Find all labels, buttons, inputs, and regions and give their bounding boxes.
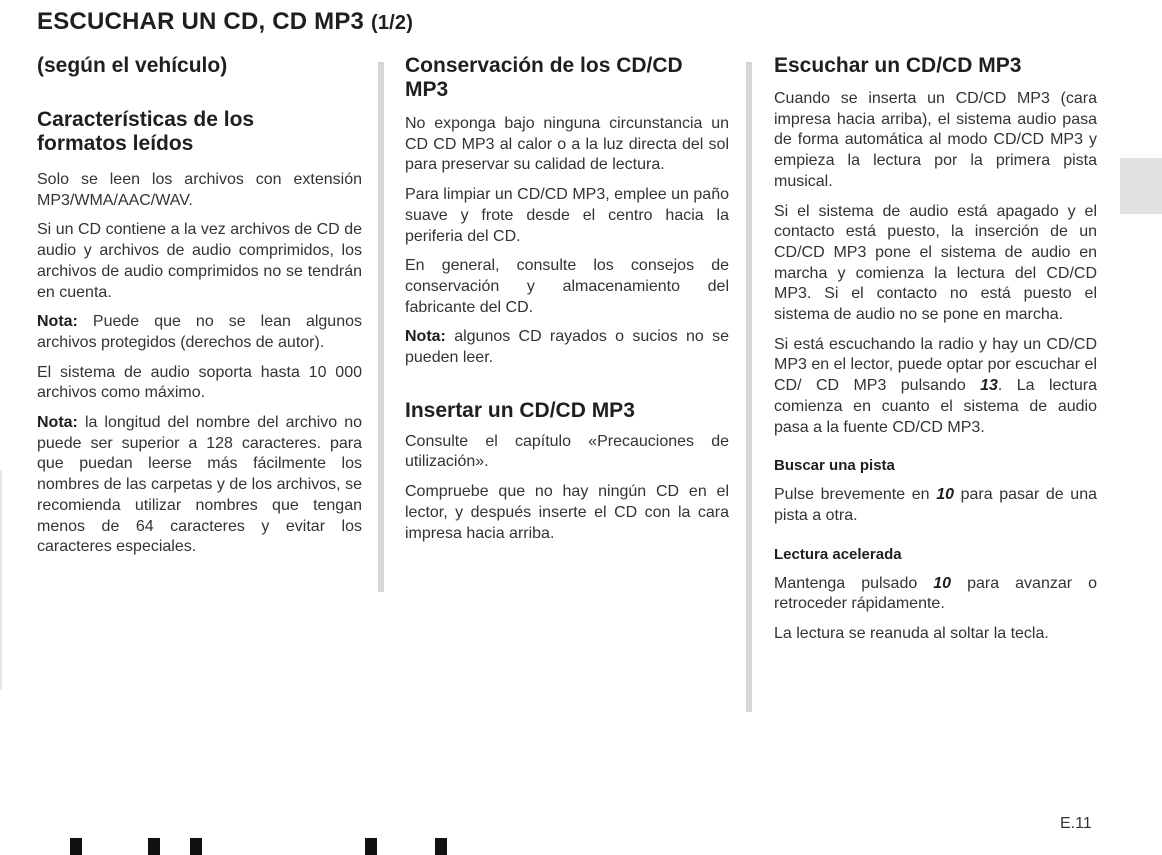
search-track-subheading: Buscar una pista	[774, 457, 895, 475]
column-2	[405, 54, 729, 544]
insert-instructions-paragraph: Compruebe que no hay ningún CD en el lector, y después inserte el CD con la cara impresa hacia arriba.	[405, 483, 729, 542]
thumb-index-tab	[1120, 158, 1162, 214]
listen-cd-heading: Escuchar un CD/CD MP3	[774, 54, 1022, 77]
fast-play-subheading: Lectura acelerada	[774, 545, 902, 563]
manufacturer-advice-paragraph: En general, consulte los consejos de conservación y almacenamiento del fabricante del CD.	[405, 257, 729, 316]
page-title	[37, 8, 413, 36]
note-protected-files	[37, 312, 362, 353]
key-number-13: 13	[980, 377, 998, 395]
vehicle-note-heading: (según el vehículo)	[37, 54, 228, 77]
note-label: Nota:	[37, 313, 78, 331]
title-main: ESCUCHAR UN CD, CD MP3	[37, 8, 365, 35]
key-number-10: 10	[936, 486, 954, 504]
print-registration-marks	[70, 838, 490, 855]
text-span: . La lectura comienza en cuanto el sistema de audio pasa a la fuente CD/CD MP3.	[774, 377, 1097, 436]
note-text: algunos CD rayados o sucios no se pueden leer.	[405, 328, 729, 367]
auto-mode-paragraph: Cuando se inserta un CD/CD MP3 (cara impresa hacia arriba), el sistema audio pasa de forma automática al modo CD/CD MP3 y empieza la lectura por la primera pista musical.	[774, 90, 1097, 190]
page-edge-line	[0, 470, 2, 690]
resume-paragraph: La lectura se reanuda al soltar la tecla.	[774, 625, 1049, 643]
max-files-paragraph: El sistema de audio soporta hasta 10 000 archivos como máximo.	[37, 363, 362, 402]
note-text: Puede que no se lean algunos archivos protegidos (derechos de autor).	[37, 313, 362, 351]
note-filename-length	[37, 413, 362, 558]
heat-warning-paragraph: No exponga bajo ninguna circunstancia un CD CD MP3 al calor o a la luz directa del sol para preservar su calidad de lectura.	[405, 115, 729, 174]
text-span: Mantenga pulsado	[774, 574, 918, 592]
mixed-cd-paragraph: Si un CD contiene a la vez archivos de CD de audio y archivos de audio comprimidos, los archivos de audio comprimidos no se tendrán en cuenta.	[37, 221, 362, 301]
column-1	[37, 54, 362, 558]
title-part: (1/2)	[370, 12, 414, 34]
text-span: Si está escuchando la radio y hay un CD/CD MP3 en el lector, puede optar por escuchar el CD/ CD MP3 pulsando	[774, 335, 1097, 395]
text-span: para pasar de una pista a otra.	[774, 486, 1098, 524]
column-divider-2	[746, 62, 752, 712]
search-track-paragraph	[774, 485, 1097, 526]
column-3	[774, 54, 1097, 645]
formats-paragraph: Solo se leen los archivos con extensión MP3/WMA/AAC/WAV.	[37, 171, 362, 209]
text-span: Pulse brevemente en	[774, 486, 930, 504]
conservation-heading: Conservación de los CD/CD MP3	[405, 54, 683, 101]
insert-cd-heading: Insertar un CD/CD MP3	[405, 398, 635, 422]
ignition-paragraph: Si el sistema de audio está apagado y el contacto está puesto, la inserción de un CD/CD MP3 pone el sistema de audio en marcha y comienza la lectura del CD/CD MP3. Si el contacto no está puesto el sistema de audio no se pone en marcha.	[774, 202, 1097, 324]
fast-play-paragraph	[774, 574, 1097, 615]
radio-switch-paragraph	[774, 335, 1097, 439]
cleaning-paragraph: Para limpiar un CD/CD MP3, emplee un paño suave y frote desde el centro hacia la periferia del CD.	[405, 186, 729, 245]
key-number-10: 10	[933, 574, 952, 592]
note-label: Nota:	[37, 414, 78, 432]
page-number: E.11	[1060, 815, 1092, 832]
note-text: la longitud del nombre del archivo no puede ser superior a 128 caracteres. para que puedan leerse más fácilmente los nombres de las carpetas y de los archivos, se recomienda utilizar nombres que tengan menos de 64 caracteres y evitar los caracteres especiales.	[37, 414, 362, 556]
column-divider-1	[378, 62, 384, 592]
formats-heading: Características de los formatos leídos	[37, 108, 255, 155]
note-scratched-cd	[405, 327, 729, 368]
text-span: para avanzar o retroceder rápidamente.	[774, 574, 1098, 613]
precautions-reference-paragraph: Consulte el capítulo «Precauciones de utilización».	[405, 432, 729, 471]
note-label: Nota:	[405, 328, 446, 346]
